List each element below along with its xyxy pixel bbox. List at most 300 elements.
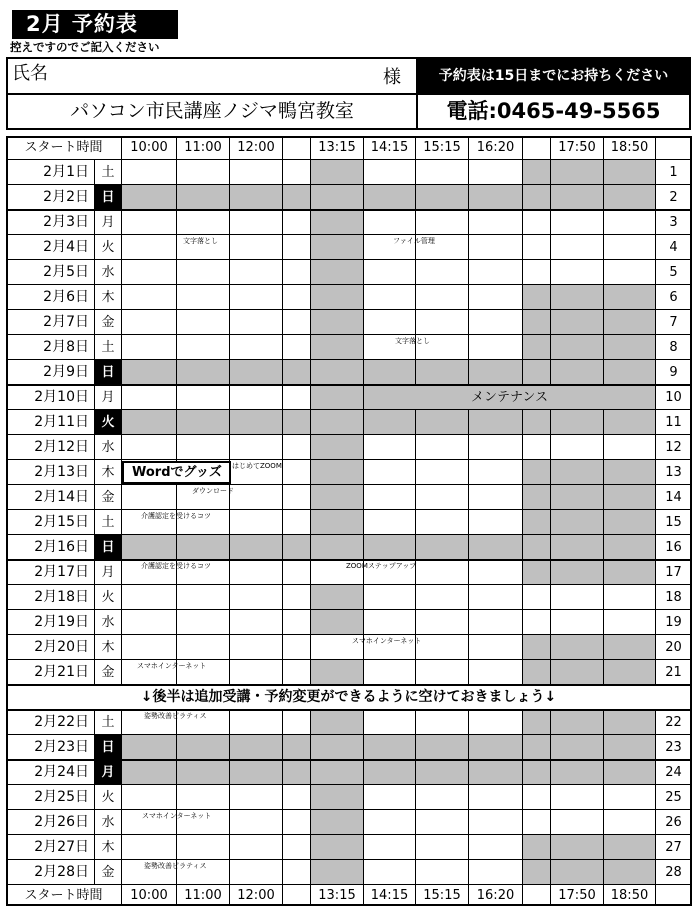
course-note: 文字落とし <box>395 337 430 345</box>
slot-closed <box>416 735 469 760</box>
slot-open[interactable] <box>604 810 656 835</box>
slot-closed <box>311 785 364 810</box>
slot-open[interactable] <box>283 560 311 585</box>
slot-open[interactable] <box>469 235 523 260</box>
date-cell: 2月5日 <box>6 260 95 285</box>
slot-open[interactable] <box>122 835 177 860</box>
weekday-cell: 土 <box>95 710 122 735</box>
slot-open[interactable] <box>283 160 311 185</box>
slot-closed <box>311 835 364 860</box>
slot-open[interactable] <box>469 160 523 185</box>
weekday-cell: 日 <box>95 535 122 560</box>
date-cell: 2月12日 <box>6 435 95 460</box>
slot-open[interactable] <box>469 435 523 460</box>
slot-open[interactable] <box>416 710 469 735</box>
slot-closed <box>523 360 551 385</box>
slot-open[interactable] <box>283 785 311 810</box>
divider <box>6 209 692 211</box>
slot-closed <box>551 560 604 585</box>
slot-open[interactable] <box>604 785 656 810</box>
slot-open[interactable] <box>551 810 604 835</box>
slot-open[interactable] <box>283 660 311 685</box>
slot-open[interactable] <box>283 210 311 235</box>
course-note: ダウンロード <box>192 487 234 495</box>
slot-open[interactable] <box>523 610 551 635</box>
slot-closed <box>364 760 416 785</box>
slot-open[interactable] <box>230 710 283 735</box>
date-cell: 2月17日 <box>6 560 95 585</box>
slot-open[interactable] <box>230 810 283 835</box>
date-cell: 2月22日 <box>6 710 95 735</box>
slot-open[interactable] <box>364 660 416 685</box>
footer-time-blank <box>523 885 551 906</box>
weekday-cell: 土 <box>95 510 122 535</box>
weekday-cell: 月 <box>95 210 122 235</box>
slot-closed <box>311 235 364 260</box>
slot-open[interactable] <box>416 610 469 635</box>
weekday-cell: 土 <box>95 160 122 185</box>
slot-open[interactable] <box>469 285 523 310</box>
slot-open[interactable] <box>230 785 283 810</box>
slot-open[interactable] <box>469 335 523 360</box>
footer-time-14:15: 14:15 <box>364 885 416 906</box>
name-field-label[interactable]: 氏名 <box>12 63 48 84</box>
weekday-cell: 火 <box>95 410 122 435</box>
footer-time-12:00: 12:00 <box>230 885 283 906</box>
slot-open[interactable] <box>551 785 604 810</box>
slot-open[interactable] <box>364 810 416 835</box>
slot-open[interactable] <box>364 260 416 285</box>
slot-closed <box>364 410 416 435</box>
slot-open[interactable] <box>283 610 311 635</box>
slot-open[interactable] <box>283 335 311 360</box>
date-cell: 2月3日 <box>6 210 95 235</box>
slot-open[interactable] <box>469 835 523 860</box>
header-time-11:00: 11:00 <box>177 136 230 160</box>
slot-open[interactable] <box>416 510 469 535</box>
weekday-cell: 木 <box>95 835 122 860</box>
slot-closed <box>311 760 364 785</box>
slot-open[interactable] <box>364 835 416 860</box>
weekday-cell: 月 <box>95 760 122 785</box>
row-number: 25 <box>656 785 692 810</box>
course-note: スマホインターネット <box>137 662 207 670</box>
slot-closed <box>416 185 469 210</box>
slot-open[interactable] <box>122 385 177 410</box>
slot-open[interactable] <box>283 310 311 335</box>
slot-open[interactable] <box>551 610 604 635</box>
slot-closed <box>416 360 469 385</box>
slot-closed <box>523 310 551 335</box>
slot-open[interactable] <box>122 585 177 610</box>
weekday-cell: 木 <box>95 635 122 660</box>
slot-open[interactable] <box>230 160 283 185</box>
slot-closed <box>551 735 604 760</box>
slot-closed <box>311 585 364 610</box>
slot-closed <box>177 185 230 210</box>
slot-open[interactable] <box>364 585 416 610</box>
slot-closed <box>551 760 604 785</box>
slot-open[interactable] <box>283 810 311 835</box>
slot-open[interactable] <box>416 460 469 485</box>
slot-open[interactable] <box>416 285 469 310</box>
slot-open[interactable] <box>230 310 283 335</box>
slot-open[interactable] <box>469 310 523 335</box>
slot-open[interactable] <box>230 260 283 285</box>
slot-closed <box>604 535 656 560</box>
slot-open[interactable] <box>230 285 283 310</box>
row-number: 12 <box>656 435 692 460</box>
row-number: 5 <box>656 260 692 285</box>
slot-open[interactable] <box>416 785 469 810</box>
slot-closed <box>604 560 656 585</box>
slot-closed <box>604 460 656 485</box>
slot-closed <box>122 185 177 210</box>
slot-open[interactable] <box>283 460 311 485</box>
footer-time-16:20: 16:20 <box>469 885 523 906</box>
slot-open[interactable] <box>604 260 656 285</box>
slot-closed <box>551 460 604 485</box>
slot-open[interactable] <box>523 785 551 810</box>
slot-closed <box>523 760 551 785</box>
slot-open[interactable] <box>469 485 523 510</box>
weekday-cell: 水 <box>95 610 122 635</box>
slot-open[interactable] <box>469 710 523 735</box>
weekday-cell: 水 <box>95 810 122 835</box>
row-number: 10 <box>656 385 692 410</box>
slot-open[interactable] <box>230 435 283 460</box>
slot-open[interactable] <box>416 585 469 610</box>
slot-open[interactable] <box>364 710 416 735</box>
slot-closed <box>469 410 523 435</box>
slot-open[interactable] <box>230 235 283 260</box>
slot-open[interactable] <box>416 310 469 335</box>
row-number: 16 <box>656 535 692 560</box>
slot-open[interactable] <box>283 635 311 660</box>
slot-open[interactable] <box>364 160 416 185</box>
slot-open[interactable] <box>551 585 604 610</box>
date-cell: 2月4日 <box>6 235 95 260</box>
slot-open[interactable] <box>122 485 177 510</box>
slot-open[interactable] <box>551 235 604 260</box>
slot-open[interactable] <box>177 335 230 360</box>
slot-open[interactable] <box>283 860 311 885</box>
slot-open[interactable] <box>177 160 230 185</box>
date-cell: 2月9日 <box>6 360 95 385</box>
row-number: 8 <box>656 335 692 360</box>
slot-closed <box>604 860 656 885</box>
row-number: 20 <box>656 635 692 660</box>
header-time-10:00: 10:00 <box>122 136 177 160</box>
row-number: 14 <box>656 485 692 510</box>
weekday-cell: 火 <box>95 585 122 610</box>
slot-open[interactable] <box>364 435 416 460</box>
row-number: 19 <box>656 610 692 635</box>
slot-closed <box>604 735 656 760</box>
slot-open[interactable] <box>551 210 604 235</box>
slot-open[interactable] <box>283 835 311 860</box>
slot-open[interactable] <box>364 610 416 635</box>
course-note: スマホインターネット <box>352 637 422 645</box>
divider <box>6 759 692 761</box>
slot-open[interactable] <box>604 610 656 635</box>
slot-open[interactable] <box>177 635 230 660</box>
page-title: 2月 予約表 <box>12 10 178 39</box>
slot-open[interactable] <box>230 210 283 235</box>
weekday-cell: 金 <box>95 485 122 510</box>
slot-open[interactable] <box>604 210 656 235</box>
slot-closed <box>311 860 364 885</box>
slot-open[interactable] <box>230 560 283 585</box>
slot-open[interactable] <box>416 560 469 585</box>
footer-time-18:50: 18:50 <box>604 885 656 906</box>
slot-open[interactable] <box>122 785 177 810</box>
weekday-cell: 日 <box>95 185 122 210</box>
slot-closed <box>311 810 364 835</box>
slot-closed <box>122 535 177 560</box>
weekday-cell: 日 <box>95 735 122 760</box>
date-cell: 2月15日 <box>6 510 95 535</box>
slot-open[interactable] <box>523 810 551 835</box>
slot-open[interactable] <box>177 210 230 235</box>
slot-closed <box>523 860 551 885</box>
slot-open[interactable] <box>122 160 177 185</box>
slot-open[interactable] <box>604 235 656 260</box>
weekday-cell: 金 <box>95 660 122 685</box>
slot-closed <box>311 410 364 435</box>
weekday-cell: 金 <box>95 310 122 335</box>
slot-open[interactable] <box>416 435 469 460</box>
slot-open[interactable] <box>416 260 469 285</box>
slot-open[interactable] <box>230 385 283 410</box>
slot-closed <box>416 760 469 785</box>
slot-closed <box>551 510 604 535</box>
slot-open[interactable] <box>122 335 177 360</box>
slot-closed <box>551 360 604 385</box>
slot-closed <box>311 285 364 310</box>
slot-open[interactable] <box>230 860 283 885</box>
slot-open[interactable] <box>364 485 416 510</box>
course-note: ZOOMステップアップ <box>346 562 417 570</box>
slot-open[interactable] <box>122 435 177 460</box>
slot-open[interactable] <box>523 210 551 235</box>
slot-closed <box>283 360 311 385</box>
subtitle: 控えですのでご記入ください <box>10 40 160 54</box>
slot-open[interactable] <box>122 310 177 335</box>
maintenance-block: メンテナンス <box>364 385 656 410</box>
slot-closed <box>364 360 416 385</box>
slot-open[interactable] <box>604 435 656 460</box>
row-number: 7 <box>656 310 692 335</box>
header-time-16:20: 16:20 <box>469 136 523 160</box>
slot-open[interactable] <box>230 585 283 610</box>
slot-open[interactable] <box>283 485 311 510</box>
slot-open[interactable] <box>283 510 311 535</box>
slot-closed <box>523 735 551 760</box>
slot-closed <box>469 735 523 760</box>
weekday-cell: 木 <box>95 285 122 310</box>
slot-open[interactable] <box>177 385 230 410</box>
slot-closed <box>604 335 656 360</box>
slot-open[interactable] <box>230 835 283 860</box>
weekday-cell: 月 <box>95 560 122 585</box>
slot-open[interactable] <box>122 210 177 235</box>
slot-open[interactable] <box>122 260 177 285</box>
slot-open[interactable] <box>469 585 523 610</box>
slot-closed <box>523 510 551 535</box>
slot-closed <box>469 360 523 385</box>
slot-open[interactable] <box>177 785 230 810</box>
slot-open[interactable] <box>469 660 523 685</box>
slot-open[interactable] <box>469 635 523 660</box>
course-note: 姿勢改善ピラティス <box>144 712 207 720</box>
slot-open[interactable] <box>551 260 604 285</box>
slot-closed <box>604 410 656 435</box>
slot-open[interactable] <box>469 810 523 835</box>
slot-closed <box>604 635 656 660</box>
slot-closed <box>122 735 177 760</box>
slot-open[interactable] <box>416 860 469 885</box>
slot-closed <box>230 410 283 435</box>
slot-closed <box>283 185 311 210</box>
slot-closed <box>311 485 364 510</box>
slot-open[interactable] <box>122 235 177 260</box>
slot-closed <box>177 760 230 785</box>
slot-closed <box>177 360 230 385</box>
slot-open[interactable] <box>416 635 469 660</box>
slot-open[interactable] <box>469 560 523 585</box>
slot-open[interactable] <box>364 860 416 885</box>
slot-open[interactable] <box>469 260 523 285</box>
slot-closed <box>311 335 364 360</box>
slot-closed <box>604 485 656 510</box>
weekday-cell: 日 <box>95 360 122 385</box>
weekday-cell: 木 <box>95 460 122 485</box>
slot-closed <box>523 185 551 210</box>
date-cell: 2月18日 <box>6 585 95 610</box>
slot-closed <box>523 335 551 360</box>
slot-closed <box>551 535 604 560</box>
slot-closed <box>551 660 604 685</box>
course-note: 文字落とし <box>183 237 218 245</box>
slot-open[interactable] <box>283 260 311 285</box>
slot-open[interactable] <box>469 610 523 635</box>
date-cell: 2月6日 <box>6 285 95 310</box>
slot-closed <box>122 410 177 435</box>
slot-open[interactable] <box>230 660 283 685</box>
slot-closed <box>230 535 283 560</box>
slot-closed <box>523 485 551 510</box>
slot-closed <box>523 710 551 735</box>
slot-open[interactable] <box>230 335 283 360</box>
slot-open[interactable] <box>283 585 311 610</box>
footer-time-11:00: 11:00 <box>177 885 230 906</box>
slot-open[interactable] <box>177 260 230 285</box>
slot-open[interactable] <box>523 585 551 610</box>
slot-closed <box>523 835 551 860</box>
slot-closed <box>311 710 364 735</box>
slot-open[interactable] <box>122 285 177 310</box>
slot-open[interactable] <box>177 285 230 310</box>
slot-open[interactable] <box>122 635 177 660</box>
honorific: 様 <box>383 67 401 88</box>
slot-closed <box>311 610 364 635</box>
slot-closed <box>177 410 230 435</box>
slot-open[interactable] <box>230 485 283 510</box>
slot-open[interactable] <box>283 285 311 310</box>
date-cell: 2月14日 <box>6 485 95 510</box>
slot-open[interactable] <box>416 210 469 235</box>
slot-open[interactable] <box>523 235 551 260</box>
slot-closed <box>311 435 364 460</box>
weekday-cell: 水 <box>95 435 122 460</box>
divider <box>6 684 692 686</box>
slot-open[interactable] <box>416 660 469 685</box>
row-number: 28 <box>656 860 692 885</box>
slot-open[interactable] <box>364 785 416 810</box>
slot-open[interactable] <box>177 310 230 335</box>
slot-open[interactable] <box>469 210 523 235</box>
row-number: 2 <box>656 185 692 210</box>
slot-open[interactable] <box>364 460 416 485</box>
slot-open[interactable] <box>416 485 469 510</box>
slot-open[interactable] <box>523 260 551 285</box>
date-cell: 2月27日 <box>6 835 95 860</box>
slot-closed <box>604 285 656 310</box>
footer-start-time-label: スタート時間 <box>6 885 122 906</box>
slot-open[interactable] <box>177 435 230 460</box>
slot-open[interactable] <box>416 810 469 835</box>
slot-closed <box>311 535 364 560</box>
slot-open[interactable] <box>469 860 523 885</box>
slot-open[interactable] <box>230 510 283 535</box>
row-number: 21 <box>656 660 692 685</box>
weekday-cell: 月 <box>95 385 122 410</box>
slot-open[interactable] <box>469 460 523 485</box>
slot-closed <box>523 285 551 310</box>
slot-open[interactable] <box>469 785 523 810</box>
row-number: 9 <box>656 360 692 385</box>
slot-open[interactable] <box>469 510 523 535</box>
slot-closed <box>523 460 551 485</box>
slot-open[interactable] <box>416 835 469 860</box>
slot-open[interactable] <box>283 385 311 410</box>
course-note: 介護認定を受けるコツ <box>141 562 211 570</box>
slot-closed <box>523 560 551 585</box>
phone-number: 電話:0465-49-5565 <box>446 99 661 123</box>
slot-open[interactable] <box>230 610 283 635</box>
slot-open[interactable] <box>177 585 230 610</box>
slot-open[interactable] <box>364 510 416 535</box>
slot-open[interactable] <box>364 285 416 310</box>
slot-open[interactable] <box>364 210 416 235</box>
slot-closed <box>177 535 230 560</box>
slot-open[interactable] <box>177 610 230 635</box>
slot-open[interactable] <box>551 435 604 460</box>
slot-open[interactable] <box>523 435 551 460</box>
slot-open[interactable] <box>283 710 311 735</box>
slot-closed <box>230 760 283 785</box>
slot-open[interactable] <box>364 310 416 335</box>
slot-open[interactable] <box>604 585 656 610</box>
slot-open[interactable] <box>416 160 469 185</box>
slot-open[interactable] <box>283 435 311 460</box>
slot-open[interactable] <box>230 635 283 660</box>
slot-open[interactable] <box>283 235 311 260</box>
footer-time-17:50: 17:50 <box>551 885 604 906</box>
slot-open[interactable] <box>177 835 230 860</box>
slot-open[interactable] <box>122 610 177 635</box>
